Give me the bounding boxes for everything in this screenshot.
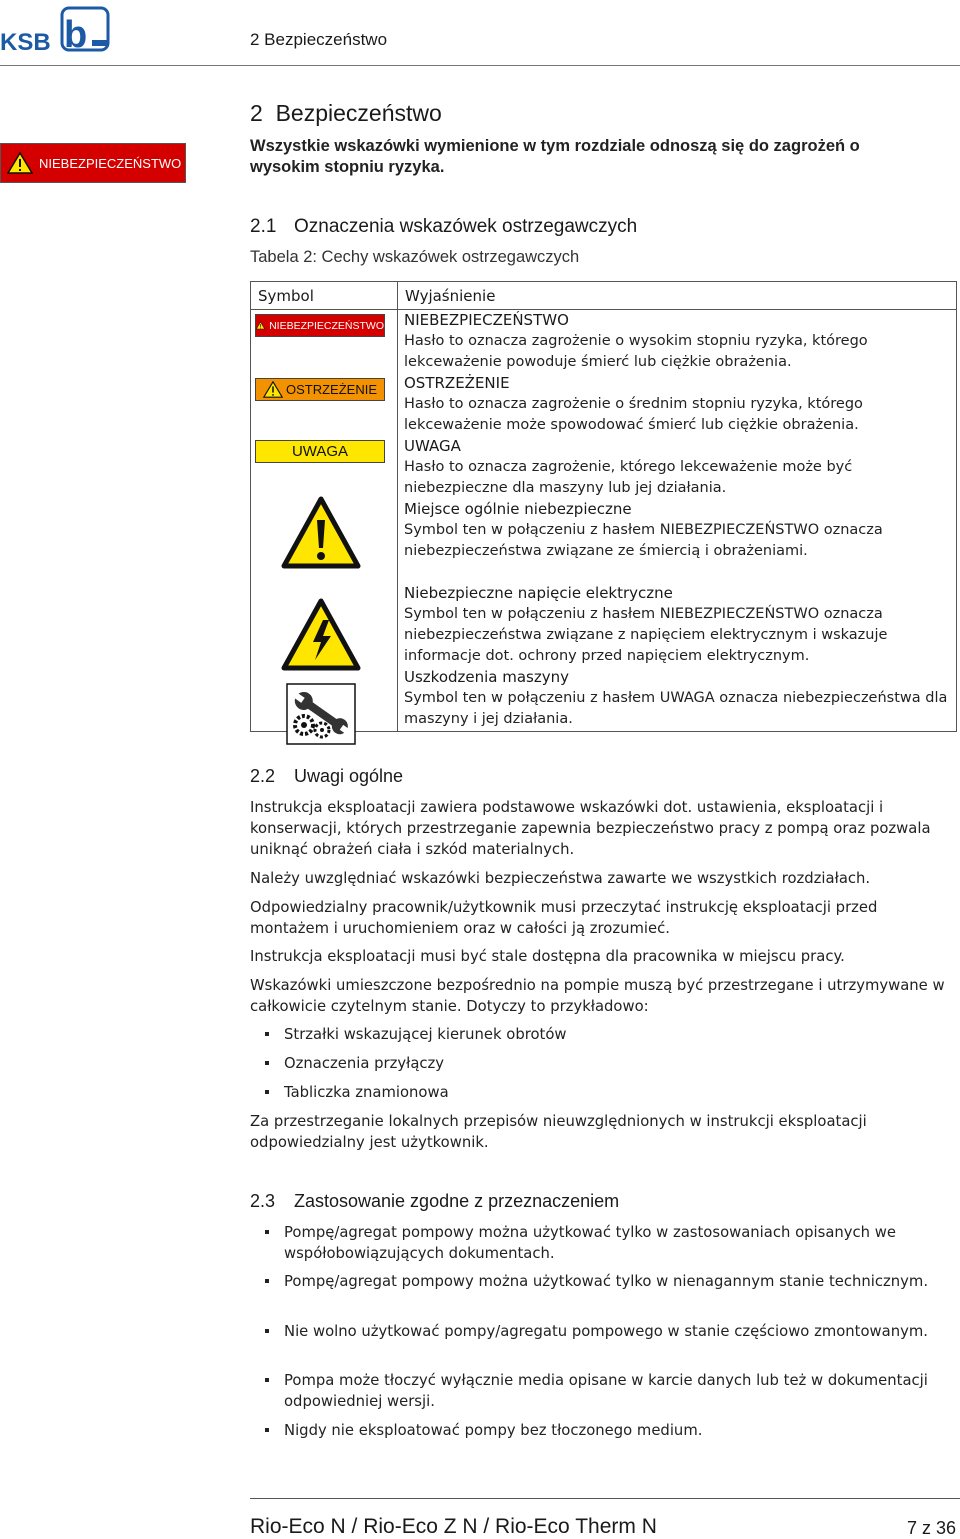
symbol-column [251,310,398,732]
section-heading [250,100,442,127]
paragraph: Instrukcja eksploatacji musi być stale dostępna dla pracownika w miejscu pracy. [250,948,845,965]
bullet-icon [265,1279,269,1283]
warning-badge [255,378,385,401]
section-intro: Wszystkie wskazówki wymienione w tym rozdziale odnoszą się do zagrożeń o wysokim stopniu ryzyka. [250,137,860,176]
bullet-icon [265,1230,269,1234]
subsection-2-3-title: Zastosowanie zgodne z przeznaczeniem [294,1191,620,1211]
explanation-cell [398,499,957,583]
caution-badge [255,440,385,463]
general-danger-icon [281,496,361,570]
subsection-2-1-heading [250,216,637,238]
list-item: Nie wolno użytkować pompy/agregatu pompowego w stanie częściowo zmontowanym. [284,1323,928,1340]
list-item: Pompę/agregat pompowy można użytkować tylko w zastosowaniach opisanych we współobowiązujących dokumentach. [284,1224,896,1262]
warning-triangle-icon [7,152,33,174]
paragraph: Za przestrzeganie lokalnych przepisów nieuwzględnionych w instrukcji eksploatacji odpowiedzialny jest użytkownik. [250,1113,867,1151]
desc-warning: Hasło to oznacza zagrożenie o średnim stopniu ryzyka, którego lekceważenie może spowodować śmierć lub ciężkie obrażenia. [404,396,863,433]
section-number: 2 [250,100,263,126]
explanation-cell [398,310,957,374]
subsection-2-2-title: Uwagi ogólne [294,766,404,786]
list-item: Nigdy nie eksploatować pompy bez tłoczonego medium. [284,1422,703,1439]
electric-voltage-icon [281,598,361,672]
svg-text:b: b [64,14,88,52]
term-general-danger: Miejsce ogólnie niebezpieczne [404,500,632,518]
footer-divider [250,1498,960,1499]
list-item: Strzałki wskazującej kierunek obrotów [284,1026,567,1043]
paragraph: Odpowiedzialny pracownik/użytkownik musi przeczytać instrukcję eksploatacji przed montażem i uruchomieniem oraz w całości ją zrozumieć. [250,899,878,937]
col-symbol-header: Symbol [251,282,398,310]
list-item: Pompa może tłoczyć wyłącznie media opisane w karcie danych lub też w dokumentacji odpowiedniej wersji. [284,1372,928,1410]
term-caution: UWAGA [404,437,461,455]
bullet-icon [265,1090,269,1094]
desc-danger: Hasło to oznacza zagrożenie o wysokim stopniu ryzyka, którego lekceważenie powoduje śmierć lub ciężkie obrażenia. [404,333,868,370]
paragraph: Instrukcja eksploatacji zawiera podstawowe wskazówki dot. ustawienia, eksploatacji i konserwacji, których przestrzeganie zapewnia bezpieczeństwo pracy z pompą oraz pozwala uniknąć obrażeń ciała i szkód materialnych. [250,799,931,858]
desc-general-danger: Symbol ten w połączeniu z hasłem NIEBEZPIECZEŃSTWO oznacza niebezpieczeństwa związane ze śmiercią i obrażeniami. [404,522,883,559]
list-item: Oznaczenia przyłączy [284,1055,445,1072]
table-caption: Tabela 2: Cechy wskazówek ostrzegawczych [250,248,580,266]
warning-badge-text: OSTRZEŻENIE [285,382,377,397]
subsection-2-1-number: 2.1 [250,216,277,237]
header-section-title: 2 Bezpieczeństwo [250,30,388,49]
caution-badge-text: UWAGA [291,443,349,460]
section-title: Bezpieczeństwo [275,100,442,126]
desc-machine-damage: Symbol ten w połączeniu z hasłem UWAGA oznacza niebezpieczeństwa dla maszyny i jej działania. [404,690,948,727]
desc-electric-voltage: Symbol ten w połączeniu z hasłem NIEBEZPIECZEŃSTWO oznacza niebezpieczeństwa związane z napięciem elektrycznym i wskazuje informacje dot. ochrony przed napięciem elektrycznym. [404,606,888,664]
bullet-icon [265,1329,269,1333]
explanation-cell [398,436,957,499]
bullet-icon [265,1032,269,1036]
warning-symbols-table [250,281,957,732]
danger-side-label [0,143,186,183]
footer-product: Rio-Eco N / Rio-Eco Z N / Rio-Eco Therm N [250,1515,657,1538]
paragraph: Wskazówki umieszczone bezpośrednio na pompie muszą być przestrzegane i utrzymywane w całkowicie czytelnym stanie. Dotyczy to przykładowo: [250,977,945,1015]
warning-triangle-icon [256,317,265,334]
term-machine-damage: Uszkodzenia maszyny [404,668,570,686]
danger-badge-text: NIEBEZPIECZEŃSTWO [269,319,384,332]
term-danger: NIEBEZPIECZEŃSTWO [404,311,569,329]
explanation-cell [398,373,957,436]
bullet-icon [265,1061,269,1065]
term-electric-voltage: Niebezpieczne napięcie elektryczne [404,584,673,602]
list-item: Tabliczka znamionowa [284,1084,449,1101]
danger-badge [255,314,385,337]
subsection-2-2-heading [250,766,403,787]
svg-text:KSB: KSB [0,29,51,52]
paragraph: Należy uwzględniać wskazówki bezpieczeństwa zawarte we wszystkich rozdziałach. [250,870,871,887]
ksb-logo [0,6,112,52]
term-warning: OSTRZEŻENIE [404,374,510,392]
explanation-cell [398,667,957,732]
header-divider [0,65,960,66]
desc-caution: Hasło to oznacza zagrożenie, którego lekceważenie może być niebezpieczne dla maszyny lub jej działania. [404,459,853,496]
table-header-row [251,282,957,310]
bullet-icon [265,1428,269,1432]
subsection-2-3-heading [250,1191,619,1212]
col-explanation-header: Wyjaśnienie [398,282,957,310]
subsection-2-1-title: Oznaczenia wskazówek ostrzegawczych [294,216,638,237]
subsection-2-2-number: 2.2 [250,766,276,786]
subsection-2-3-number: 2.3 [250,1191,276,1211]
warning-triangle-icon [263,381,283,398]
explanation-cell [398,583,957,667]
bullet-icon [265,1378,269,1382]
list-item: Pompę/agregat pompowy można użytkować tylko w nienagannym stanie technicznym. [284,1273,929,1290]
machine-damage-icon [286,683,356,745]
table-row [251,310,957,374]
side-label-text: NIEBEZPIECZEŃSTWO [39,155,182,171]
footer-page-number: 7 z 36 [906,1518,956,1538]
